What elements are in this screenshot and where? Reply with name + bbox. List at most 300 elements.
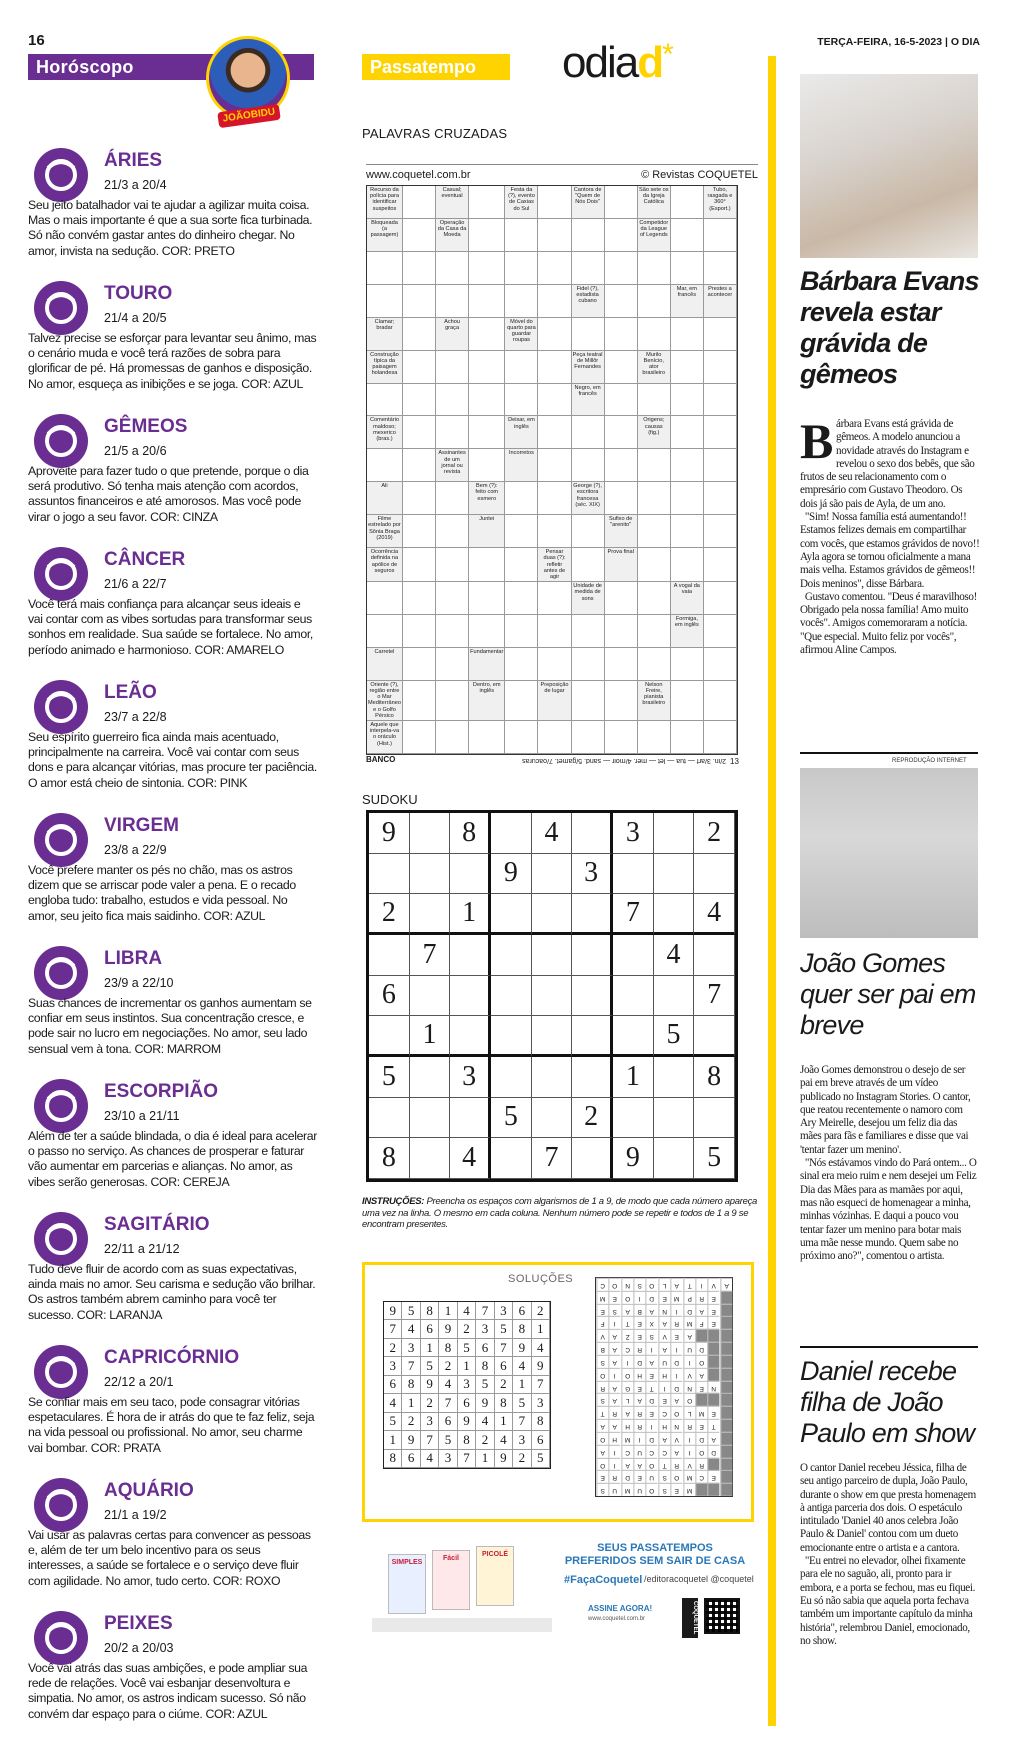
crossword-cell[interactable] <box>403 449 436 482</box>
crossword-cell[interactable] <box>403 515 436 548</box>
sign-name: PEIXES <box>104 1613 173 1634</box>
crossword-cell[interactable] <box>538 449 571 482</box>
crossword-cell[interactable] <box>505 219 538 252</box>
crossword-cell[interactable] <box>605 648 638 681</box>
crossword-clue: Assinantes de um jornal ou revista <box>436 449 469 482</box>
solution-cell: 1 <box>421 1339 439 1357</box>
sudoku-cell[interactable] <box>654 813 695 854</box>
sudoku-cell: 4 <box>532 813 573 854</box>
crossword-cell[interactable] <box>671 384 704 417</box>
crossword-cell[interactable] <box>505 721 538 754</box>
crossword-clue: Casual; eventual <box>436 186 469 219</box>
crossword-cell[interactable] <box>367 252 403 285</box>
crossword-cell[interactable] <box>638 648 671 681</box>
crossword-cell[interactable] <box>538 351 571 384</box>
sudoku-cell[interactable] <box>532 976 573 1017</box>
crossword-cell[interactable] <box>638 582 671 615</box>
crossword-cell[interactable] <box>605 252 638 285</box>
solution-letter: O <box>683 1393 695 1406</box>
sign-name: GÊMEOS <box>104 416 188 437</box>
crossword-cell[interactable] <box>638 482 671 515</box>
crossword-cell[interactable] <box>605 582 638 615</box>
solution-letter: A <box>608 1419 620 1432</box>
crossword-cell[interactable] <box>605 351 638 384</box>
crossword-cell[interactable] <box>671 351 704 384</box>
crossword-cell[interactable] <box>605 721 638 754</box>
sudoku-cell[interactable] <box>613 854 654 895</box>
crossword-cell[interactable] <box>505 681 538 721</box>
sudoku-cell[interactable] <box>410 1138 451 1179</box>
solution-cell: 3 <box>421 1413 439 1431</box>
solution-letter: A <box>621 1304 633 1317</box>
news-body-3-text <box>800 1462 976 1647</box>
crossword-cell[interactable] <box>572 252 605 285</box>
zodiac-icon <box>34 281 88 335</box>
sudoku-cell[interactable] <box>532 894 573 935</box>
sudoku-cell[interactable] <box>654 1098 695 1139</box>
crossword-cell[interactable] <box>671 416 704 449</box>
crossword-cell[interactable] <box>704 648 737 681</box>
sudoku-cell[interactable] <box>450 1016 491 1057</box>
crossword-cell[interactable] <box>538 186 571 219</box>
crossword-cell[interactable] <box>704 318 737 351</box>
solution-letter: R <box>670 1316 682 1329</box>
solution-letter: E <box>658 1393 670 1406</box>
crossword-cell[interactable] <box>505 548 538 582</box>
sudoku-cell[interactable] <box>532 1057 573 1098</box>
crossword-cell[interactable] <box>436 582 469 615</box>
solution-cell: 9 <box>402 1431 420 1449</box>
crossword-cell[interactable] <box>436 681 469 721</box>
sudoku-cell[interactable] <box>613 1016 654 1057</box>
crossword-cell[interactable] <box>436 721 469 754</box>
crossword-cell[interactable] <box>469 318 505 351</box>
solution-cell: 8 <box>421 1302 439 1320</box>
crossword-cell[interactable] <box>403 186 436 219</box>
crossword-cell[interactable] <box>638 615 671 648</box>
crossword-cell[interactable] <box>671 648 704 681</box>
crossword-cell[interactable] <box>704 219 737 252</box>
sign-list <box>28 122 320 1721</box>
solution-letter: D <box>670 1381 682 1394</box>
crossword-cell[interactable] <box>436 351 469 384</box>
sudoku-cell[interactable] <box>491 813 532 854</box>
crossword-cell[interactable] <box>704 721 737 754</box>
solution-letter: R <box>633 1342 645 1355</box>
crossword-cell[interactable] <box>704 615 737 648</box>
crossword-cell[interactable] <box>436 615 469 648</box>
crossword-cell[interactable] <box>403 482 436 515</box>
sudoku-cell[interactable] <box>532 935 573 976</box>
crossword-cell[interactable] <box>605 384 638 417</box>
section-rule <box>800 752 978 754</box>
crossword-label: PALAVRAS CRUZADAS <box>362 126 508 141</box>
crossword-cell[interactable] <box>671 318 704 351</box>
news-column <box>800 30 980 1730</box>
sudoku-cell[interactable] <box>694 854 735 895</box>
crossword-cell[interactable] <box>403 721 436 754</box>
crossword-cell[interactable] <box>538 252 571 285</box>
crossword-cell[interactable] <box>403 252 436 285</box>
solution-letter: R <box>608 1406 620 1419</box>
sudoku-cell[interactable] <box>694 1016 735 1057</box>
promo-signup[interactable]: ASSINE AGORA! <box>588 1604 653 1613</box>
crossword-cell[interactable] <box>638 721 671 754</box>
solution-cell: 7 <box>402 1357 420 1375</box>
crossword-cell[interactable] <box>403 582 436 615</box>
crossword-cell[interactable] <box>638 285 671 318</box>
crossword-cell[interactable] <box>704 681 737 721</box>
crossword-cell[interactable] <box>704 416 737 449</box>
crossword-cell[interactable] <box>572 416 605 449</box>
crossword-cell[interactable] <box>367 384 403 417</box>
crossword-cell[interactable] <box>671 681 704 721</box>
crossword-cell[interactable] <box>367 449 403 482</box>
solution-letter: S <box>658 1483 670 1496</box>
solution-letter: E <box>707 1304 719 1317</box>
sudoku-cell: 1 <box>450 894 491 935</box>
solution-letter <box>720 1470 732 1483</box>
solution-letter: L <box>621 1393 633 1406</box>
sudoku-cell[interactable] <box>532 1098 573 1139</box>
sudoku-cell[interactable] <box>654 854 695 895</box>
sudoku-cell[interactable] <box>410 1057 451 1098</box>
news-paragraph: árbara Evans está grávida de gêmeos. A modelo anunciou a novidade através do Instagram e revelou o sexo dos bebês, que são frutos de seu relacionamento com o empresário com Gustavo Theodoro. Os dois já são pais de Ayla, de um ano. <box>800 418 975 510</box>
sudoku-cell[interactable] <box>410 1098 451 1139</box>
crossword-cell[interactable] <box>572 548 605 582</box>
sign-text: Suas chances de incrementar os ganhos aumentam se confiar em seus instintos. Sua concentração cresce, e pode sair no lucro em negociações. No amor, seu lado sensual vem à tona. COR: MARROM <box>28 996 312 1056</box>
crossword-cell[interactable] <box>505 252 538 285</box>
solution-letter <box>720 1419 732 1432</box>
crossword-cell[interactable] <box>469 186 505 219</box>
sudoku-cell[interactable] <box>450 935 491 976</box>
solution-letter: I <box>645 1419 657 1432</box>
solution-letter: Z <box>621 1329 633 1342</box>
news-paragraph: "Eu entrei no elevador, olhei fixamente para ele no saguão, ali, pronto para ir embora, e a porta se fechou, mas eu fiquei. Eu só não sabia que aquela porta fechava também um importante capítulo da minha história", relembrou Daniel, emocionado, no show. <box>800 1555 976 1647</box>
crossword-cell[interactable] <box>367 285 403 318</box>
crossword-cell[interactable] <box>704 449 737 482</box>
crossword-cell[interactable] <box>367 615 403 648</box>
crossword-cell[interactable] <box>538 515 571 548</box>
crossword-cell[interactable] <box>505 515 538 548</box>
crossword-cell[interactable] <box>538 721 571 754</box>
crossword-cell[interactable] <box>671 482 704 515</box>
solution-letter: M <box>695 1406 707 1419</box>
solution-letter: E <box>633 1329 645 1342</box>
promo-url[interactable]: www.coquetel.com.br <box>588 1616 646 1622</box>
zodiac-icon <box>34 414 88 468</box>
sudoku-cell[interactable] <box>654 1138 695 1179</box>
solution-letter: R <box>695 1458 707 1471</box>
crossword-cell[interactable] <box>671 252 704 285</box>
solution-letter: M <box>670 1291 682 1304</box>
sudoku-cell[interactable] <box>613 935 654 976</box>
solution-letter: E <box>707 1470 719 1483</box>
sign-9 <box>28 1319 320 1455</box>
crossword-cell[interactable] <box>469 721 505 754</box>
solution-letter: U <box>608 1483 620 1496</box>
crossword-cell[interactable] <box>671 449 704 482</box>
crossword-cell[interactable] <box>403 285 436 318</box>
solution-cell: 2 <box>421 1394 439 1412</box>
crossword-cell[interactable] <box>638 252 671 285</box>
solution-cell: 3 <box>513 1431 531 1449</box>
crossword-cell[interactable] <box>572 721 605 754</box>
solution-letter: A <box>645 1355 657 1368</box>
solution-letter: N <box>670 1419 682 1432</box>
crossword-cell[interactable] <box>538 648 571 681</box>
crossword-cell[interactable] <box>403 681 436 721</box>
solution-cell: 8 <box>439 1339 457 1357</box>
zodiac-icon <box>34 547 88 601</box>
crossword-cell[interactable] <box>436 416 469 449</box>
solution-letter: F <box>596 1316 608 1329</box>
crossword-cell[interactable] <box>367 582 403 615</box>
sudoku-cell[interactable] <box>491 976 532 1017</box>
sudoku-cell[interactable] <box>491 1057 532 1098</box>
crossword-cell[interactable] <box>572 318 605 351</box>
crossword-cell[interactable] <box>436 548 469 582</box>
crossword-cell[interactable] <box>436 285 469 318</box>
sudoku-cell[interactable] <box>613 976 654 1017</box>
crossword-cell[interactable] <box>538 285 571 318</box>
crossword-cell[interactable] <box>538 318 571 351</box>
crossword-cell[interactable] <box>469 252 505 285</box>
crossword-cell[interactable] <box>436 482 469 515</box>
sign-dates: 23/9 a 22/10 <box>104 976 174 990</box>
crossword-cell[interactable] <box>469 351 505 384</box>
solution-letter <box>695 1483 707 1496</box>
news-headline-2[interactable]: João Gomes quer ser pai em breve <box>800 948 976 1040</box>
crossword-cell[interactable] <box>403 548 436 582</box>
sudoku-cell[interactable] <box>369 935 410 976</box>
solution-cell: 3 <box>402 1339 420 1357</box>
sudoku-cell[interactable] <box>410 976 451 1017</box>
crossword-cell[interactable] <box>505 615 538 648</box>
crossword-cell[interactable] <box>605 416 638 449</box>
solution-letter: X <box>645 1316 657 1329</box>
solution-letter: I <box>695 1278 707 1291</box>
crossword-cell[interactable] <box>469 615 505 648</box>
solution-cell: 7 <box>421 1431 439 1449</box>
crossword-cell[interactable] <box>671 186 704 219</box>
page-number: 16 <box>28 32 45 49</box>
crossword-cell[interactable] <box>505 482 538 515</box>
sudoku-cell[interactable] <box>694 1098 735 1139</box>
crossword-cell[interactable] <box>403 318 436 351</box>
sudoku-cell[interactable] <box>450 976 491 1017</box>
solution-letter: U <box>645 1470 657 1483</box>
sudoku-cell[interactable] <box>572 1138 613 1179</box>
news-headline-3[interactable]: Daniel recebe filha de João Paulo em show <box>800 1356 975 1448</box>
crossword-cell[interactable] <box>538 482 571 515</box>
solution-cell: 9 <box>513 1339 531 1357</box>
crossword-cell[interactable] <box>704 482 737 515</box>
crossword-cell[interactable] <box>505 582 538 615</box>
crossword-cell[interactable] <box>469 449 505 482</box>
crossword-cell[interactable] <box>605 318 638 351</box>
sudoku-cell[interactable] <box>572 894 613 935</box>
crossword-cell[interactable] <box>403 351 436 384</box>
crossword-cell[interactable] <box>538 219 571 252</box>
sign-name: LEÃO <box>104 682 157 703</box>
solution-cell: 4 <box>439 1376 457 1394</box>
sudoku-cell[interactable] <box>450 854 491 895</box>
sudoku-cell[interactable] <box>410 894 451 935</box>
crossword-cell[interactable] <box>605 219 638 252</box>
sudoku-cell[interactable] <box>572 935 613 976</box>
sudoku-cell[interactable] <box>491 1138 532 1179</box>
solution-letter: U <box>658 1355 670 1368</box>
sudoku-cell[interactable] <box>369 1098 410 1139</box>
sudoku-cell[interactable] <box>654 894 695 935</box>
sudoku-cell[interactable] <box>450 1098 491 1139</box>
sudoku-cell[interactable] <box>532 1016 573 1057</box>
crossword-cell[interactable] <box>505 648 538 681</box>
crossword-cell[interactable] <box>436 648 469 681</box>
solution-letter: A <box>608 1342 620 1355</box>
solution-letter: I <box>683 1432 695 1445</box>
crossword-cell[interactable] <box>469 416 505 449</box>
crossword-cell[interactable] <box>572 449 605 482</box>
puzzle-section-title: Passatempo <box>370 57 477 77</box>
crossword-grid <box>366 185 738 755</box>
crossword-cell[interactable] <box>704 252 737 285</box>
crossword-cell[interactable] <box>403 219 436 252</box>
crossword-cell[interactable] <box>505 285 538 318</box>
sudoku-cell[interactable] <box>410 813 451 854</box>
crossword-cell[interactable] <box>671 548 704 582</box>
crossword-cell[interactable] <box>605 681 638 721</box>
sudoku-cell[interactable] <box>491 935 532 976</box>
crossword-cell[interactable] <box>403 615 436 648</box>
crossword-cell[interactable] <box>469 548 505 582</box>
crossword-cell[interactable] <box>638 449 671 482</box>
solution-letter: A <box>695 1304 707 1317</box>
crossword-cell[interactable] <box>469 285 505 318</box>
crossword-cell[interactable] <box>638 548 671 582</box>
solution-letter: H <box>633 1368 645 1381</box>
zodiac-icon <box>34 1212 88 1266</box>
crossword-cell[interactable] <box>704 384 737 417</box>
sudoku-cell[interactable] <box>572 1057 613 1098</box>
crossword-cell[interactable] <box>538 416 571 449</box>
solution-letter: A <box>670 1278 682 1291</box>
crossword-cell[interactable] <box>605 449 638 482</box>
crossword-cell[interactable] <box>403 384 436 417</box>
sudoku-cell[interactable] <box>532 854 573 895</box>
sudoku-cell[interactable] <box>410 854 451 895</box>
crossword-cell[interactable] <box>469 582 505 615</box>
sudoku-cell[interactable] <box>694 935 735 976</box>
sudoku-cell[interactable] <box>654 1057 695 1098</box>
crossword-cell[interactable] <box>403 416 436 449</box>
sudoku-cell[interactable] <box>369 854 410 895</box>
crossword-cell[interactable] <box>605 482 638 515</box>
solution-letter: D <box>707 1445 719 1458</box>
news-paragraph: "Sim! Nossa família está aumentando!! Estamos felizes demais em compartilhar com vocês, que estamos grávidos de novo!! Ayla agora se tornou oficialmente a mana mais velha. Estamos grávidos de gêmeos!! Dois meninos", disse Bárbara. <box>800 511 980 590</box>
qr-code-icon[interactable] <box>704 1598 740 1634</box>
solution-letter: D <box>621 1470 633 1483</box>
crossword-cell[interactable] <box>638 318 671 351</box>
crossword-cell[interactable] <box>638 515 671 548</box>
crossword-clue: Filme estrelado por Sônia Braga (2019) <box>367 515 403 548</box>
solution-letter: E <box>695 1419 707 1432</box>
crossword-cell[interactable] <box>403 648 436 681</box>
logo-star: * <box>662 38 672 71</box>
crossword-cell[interactable] <box>704 515 737 548</box>
news-paragraph: O cantor Daniel recebeu Jéssica, filha de seu antigo parceiro de dupla, João Paulo, durante o show em que presta homenagem à antiga parceria dos dois. O espetáculo intitulado 'Daniel 40 anos celebra João Paulo & Daniel' contou com um dueto emocionante entre o artista e a cantora. <box>800 1462 976 1554</box>
solution-letter <box>720 1304 732 1317</box>
crossword-cell[interactable] <box>538 582 571 615</box>
crossword-cell[interactable] <box>671 515 704 548</box>
solution-letter: I <box>608 1368 620 1381</box>
sudoku-cell[interactable] <box>369 1016 410 1057</box>
sudoku-cell[interactable] <box>654 976 695 1017</box>
solution-letter: C <box>645 1445 657 1458</box>
solution-letter: S <box>596 1393 608 1406</box>
crossword-cell[interactable] <box>572 515 605 548</box>
crossword-clue: Murilo Benício, ator brasileiro <box>638 351 671 384</box>
crossword-cell[interactable] <box>538 384 571 417</box>
solution-letter: P <box>683 1291 695 1304</box>
solution-letter: A <box>621 1458 633 1471</box>
crossword-cell[interactable] <box>505 384 538 417</box>
sign-text: Seu espírito guerreiro fica ainda mais acentuado, principalmente na carreira. Você vai contar com seus dons e para alcançar vitórias, mas procure ter paciência. O amor está cheio de sintonia. COR: PINK <box>28 730 317 790</box>
sudoku-cell[interactable] <box>491 894 532 935</box>
sudoku-cell[interactable] <box>572 813 613 854</box>
solution-crossword <box>595 1277 733 1497</box>
crossword-cell[interactable] <box>671 219 704 252</box>
crossword-cell[interactable] <box>505 351 538 384</box>
crossword-cell[interactable] <box>572 219 605 252</box>
solution-letter: H <box>621 1419 633 1432</box>
crossword-cell[interactable] <box>436 252 469 285</box>
sign-name: TOURO <box>104 283 173 304</box>
solution-letter: V <box>658 1329 670 1342</box>
crossword-cell[interactable] <box>605 285 638 318</box>
crossword-cell[interactable] <box>572 681 605 721</box>
solution-letter <box>720 1316 732 1329</box>
crossword-cell[interactable] <box>704 351 737 384</box>
crossword-cell[interactable] <box>572 615 605 648</box>
crossword-cell[interactable] <box>572 648 605 681</box>
crossword-cell[interactable] <box>605 186 638 219</box>
crossword-cell[interactable] <box>638 384 671 417</box>
crossword-cell[interactable] <box>704 548 737 582</box>
sudoku-cell[interactable] <box>572 1016 613 1057</box>
crossword-cell[interactable] <box>469 384 505 417</box>
news-headline-1[interactable]: Bárbara Evans revela estar grávida de gêmeos <box>800 266 979 389</box>
crossword-cell[interactable] <box>605 615 638 648</box>
crossword-cell[interactable] <box>704 582 737 615</box>
solution-letter <box>720 1483 732 1496</box>
sign-name: SAGITÁRIO <box>104 1214 210 1235</box>
promo-headline: SEUS PASSATEMPOS PREFERIDOS SEM SAIR DE CASA <box>564 1542 746 1567</box>
crossword-cell[interactable] <box>436 384 469 417</box>
crossword-cell[interactable] <box>469 219 505 252</box>
crossword-cell[interactable] <box>671 721 704 754</box>
sign-dates: 21/5 a 20/6 <box>104 444 167 458</box>
sudoku-cell[interactable] <box>491 1016 532 1057</box>
solution-letter: C <box>658 1406 670 1419</box>
crossword-cell[interactable] <box>436 515 469 548</box>
sudoku-cell[interactable] <box>572 976 613 1017</box>
sudoku-cell[interactable] <box>613 1098 654 1139</box>
sign-2 <box>28 388 320 524</box>
crossword-cell[interactable] <box>538 615 571 648</box>
solution-cell: 9 <box>476 1394 494 1412</box>
